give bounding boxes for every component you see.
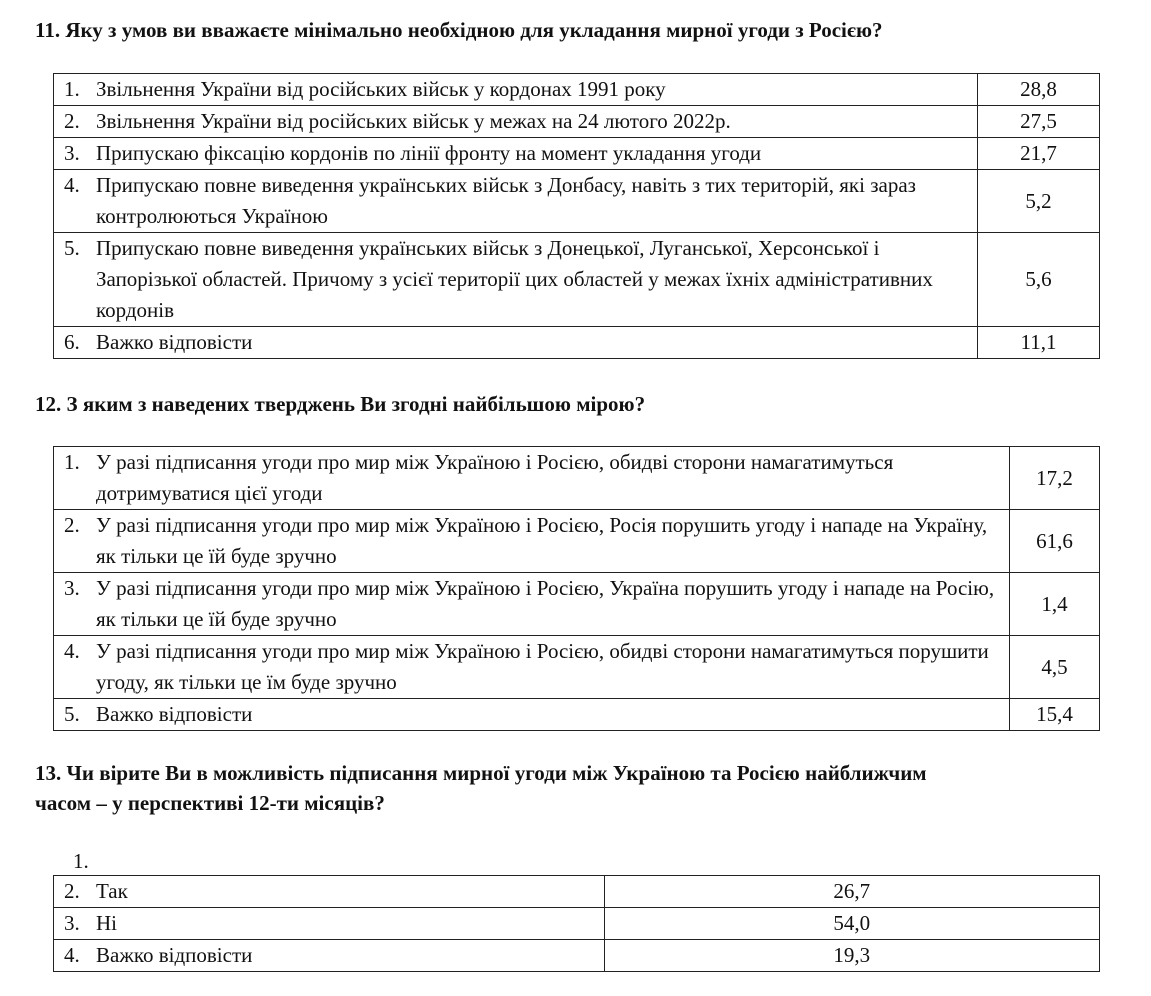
question-11-title: 11. Яку з умов ви вважаєте мінімально необхідною для укладання мирної угоди з Росією?: [35, 18, 883, 42]
row-number: 3.: [64, 141, 80, 165]
row-label: У разі підписання угоди про мир між Україною і Росією, обидві сторони намагатимуться дотримуватися цієї угоди: [96, 450, 894, 505]
row-value: 5,2: [978, 170, 1100, 233]
row-label: У разі підписання угоди про мир між Україною і Росією, обидві сторони намагатимуться порушити угоду, як тільки це їм буде зручно: [96, 639, 989, 694]
row-number: 3.: [64, 576, 80, 600]
row-value: 11,1: [978, 327, 1100, 359]
row-number: 2.: [64, 879, 80, 903]
question-13-title-line-2: часом – у перспективі 12-ти місяців?: [35, 791, 385, 815]
row-number: 2.: [64, 109, 80, 133]
row-value: 19,3: [604, 940, 1099, 972]
row-value: 5,6: [978, 233, 1100, 327]
question-13-table: [53, 875, 1100, 972]
row-number: 1.: [64, 450, 80, 474]
table-row: [54, 327, 1100, 359]
question-13-title: [35, 758, 927, 818]
row-label: Звільнення України від російських військ у межах на 24 лютого 2022р.: [96, 109, 731, 133]
table-row: [54, 233, 1100, 327]
row-label: Припускаю фіксацію кордонів по лінії фронту на момент укладання угоди: [96, 141, 762, 165]
row-label: Припускаю повне виведення українських військ з Донецької, Луганської, Херсонської і Запорізької областей. Причому з усієї території цих областей у межах їхніх адміністративних кордонів: [96, 236, 933, 322]
row-value: 21,7: [978, 138, 1100, 170]
row-number: 4.: [64, 943, 80, 967]
row-number: 3.: [64, 911, 80, 935]
table-row: [54, 106, 1100, 138]
row-label: Так: [96, 879, 128, 903]
row-number: 5.: [64, 236, 80, 260]
row-label: Важко відповісти: [96, 330, 253, 354]
row-value: 26,7: [604, 876, 1099, 908]
row-label: Звільнення України від російських військ у кордонах 1991 року: [96, 77, 666, 101]
list-number: 1.: [73, 849, 89, 873]
table-row: [54, 876, 1100, 908]
row-label: Ні: [96, 911, 117, 935]
table-row: [54, 170, 1100, 233]
row-number: 6.: [64, 330, 80, 354]
row-value: 28,8: [978, 74, 1100, 106]
row-label: Важко відповісти: [96, 702, 253, 726]
row-value: 1,4: [1010, 573, 1100, 636]
question-12-table: [53, 446, 1100, 731]
question-13-title-line-1: 13. Чи вірите Ви в можливість підписання мирної угоди між Україною та Росією найближчим: [35, 761, 927, 785]
table-row: [54, 447, 1100, 510]
table-row: [54, 636, 1100, 699]
row-value: 54,0: [604, 908, 1099, 940]
question-12-title: 12. З яким з наведених тверджень Ви згодні найбільшою мірою?: [35, 392, 646, 416]
row-label: У разі підписання угоди про мир між Україною і Росією, Україна порушить угоду і нападе на Росію, як тільки це їй буде зручно: [96, 576, 995, 631]
row-value: 15,4: [1010, 699, 1100, 731]
row-value: 17,2: [1010, 447, 1100, 510]
row-number: 5.: [64, 702, 80, 726]
question-11-table: [53, 73, 1100, 359]
row-value: 4,5: [1010, 636, 1100, 699]
row-number: 1.: [64, 77, 80, 101]
row-number: 4.: [64, 639, 80, 663]
table-row: [54, 940, 1100, 972]
table-row: [54, 573, 1100, 636]
table-row: [54, 74, 1100, 106]
row-label: Припускаю повне виведення українських військ з Донбасу, навіть з тих територій, які зараз контролюються Україною: [96, 173, 916, 228]
table-row: [54, 510, 1100, 573]
table-row: [54, 138, 1100, 170]
row-value: 61,6: [1010, 510, 1100, 573]
row-number: 4.: [64, 173, 80, 197]
table-row: [54, 699, 1100, 731]
table-row: [54, 908, 1100, 940]
row-label: У разі підписання угоди про мир між Україною і Росією, Росія порушить угоду і нападе на Україну, як тільки це їй буде зручно: [96, 513, 988, 568]
row-value: 27,5: [978, 106, 1100, 138]
row-number: 2.: [64, 513, 80, 537]
row-label: Важко відповісти: [96, 943, 253, 967]
